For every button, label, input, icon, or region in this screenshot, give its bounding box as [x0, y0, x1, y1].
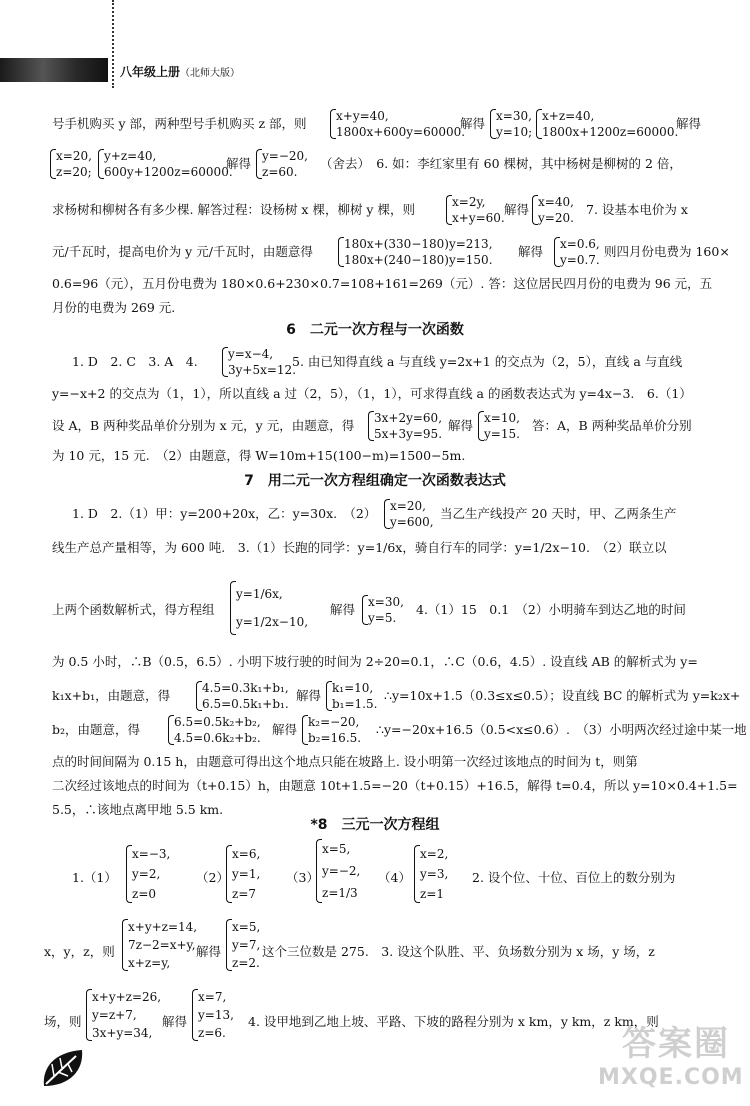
watermark-url: MXQE.COM [598, 1065, 744, 1090]
section-6-title: 6 二元一次方程与一次函数 [286, 322, 464, 338]
s6-system-3: x=10, y=15. [484, 411, 520, 441]
s6-line2: y=−x+2 的交点为（1，1），所以直线 a 过（2，5），（1，1），可求得直线 a 的函数表达式为 y=4x−3. 6.（1） [52, 386, 692, 401]
s8-line3c: 4. 设甲地到乙地上坡、平路、下坡的路程分别为 x km，y km，z km，则 [248, 1014, 659, 1029]
s8-line1b: （2） [196, 870, 229, 885]
s6-line1a: 1. D 2. C 3. A 4. [72, 354, 198, 369]
s8-system-1: x=−3, y=2, z=0 [132, 844, 170, 904]
s7-system-7: k₂=−20, b₂=16.5. [308, 715, 362, 745]
s8-system-6: x=5, y=7, z=2. [232, 920, 261, 970]
s7-system-1: x=20, y=600, [390, 499, 434, 529]
header-decoration-bar [0, 58, 108, 82]
s8-line1a: 1.（1） [72, 870, 117, 885]
s7-line2: 线生产总产量相等，为 600 吨. 3.（1）长跑的同学：y=1/6x，骑自行车的同学：y=1/2x−10. （2）联立以 [52, 540, 667, 555]
s7-line3a: 上两个函数解析式，得方程组 [52, 602, 215, 617]
s8-system-7: x+y+z=26, y=z+7, 3x+y=34, [92, 990, 162, 1040]
s5-line5: 0.6=96（元），五月份电费为 180×0.6+230×0.7=108+161=269（元）. 答：这位居民四月份的电费为 96 元，五 [52, 276, 713, 291]
s5-line3a: 求杨树和柳树各有多少棵. 解答过程：设杨树 x 棵，柳树 y 棵，则 [52, 202, 415, 217]
s5-system-7: x=2y, x+y=60. [452, 195, 505, 225]
header-title: 八年级上册 [120, 65, 181, 79]
s6-line3c: 答：A，B 两种奖品单价分别 [532, 418, 692, 433]
s8-solve-1: 解得 [196, 944, 222, 959]
s5-system-1: x+y=40, 1800x+600y=60000. [336, 109, 466, 139]
s7-line9: 5.5，∴该地点离甲地 5.5 km. [52, 802, 224, 817]
s5-line4c: 则四月份电费为 160× [604, 244, 730, 259]
s7-system-6: 6.5=0.5k₂+b₂, 4.5=0.6k₂+b₂. [174, 715, 261, 745]
s5-line4a: 元/千瓦时，提高电价为 y 元/千瓦时，由题意得 [52, 244, 313, 259]
s7-line5c: ∴y=10x+1.5（0.3≤x≤0.5）；设直线 BC 的解析式为 y=k₂x+ [384, 688, 741, 703]
s7-line1b: 当乙生产线投产 20 天时，甲、乙两条生产 [440, 506, 677, 521]
s7-line8: 二次经过该地点的时间为（t+0.15）h，由题意 10t+1.5=−20（t+0.15）+16.5，解得 t=0.4，所以 y=10×0.4+1.5= [52, 778, 738, 793]
s8-system-8: x=7, y=13, z=6. [198, 990, 234, 1040]
s5-system-8: x=40, y=20. [538, 195, 574, 225]
s5-system-6: y=−20, z=60. [262, 149, 308, 179]
s7-line5a: k₁x+b₁，由题意，得 [52, 688, 171, 703]
s6-line3a: 设 A，B 两种奖品单价分别为 x 元，y 元，由题意，得 [52, 418, 355, 433]
s7-system-5: k₁=10, b₁=1.5. [332, 681, 378, 711]
s7-solve-2: 解得 [296, 688, 322, 703]
s5-solve-2: 解得 [676, 116, 702, 131]
s8-line1d: （4） [378, 870, 411, 885]
s5-solve-5: 解得 [518, 244, 544, 259]
page-header [120, 63, 240, 80]
s7-system-2: y=1/6x, y=1/2x−10, [236, 580, 308, 636]
s6-system-1: y=x−4, 3y+5x=12. [228, 347, 297, 377]
s8-system-3: x=5, y=−2, z=1/3 [322, 838, 360, 904]
header-divider [112, 0, 114, 88]
s5-system-3: x+z=40, 1800x+1200z=60000. [542, 109, 679, 139]
s6-line4: 为 10 元，15 元. （2）由题意，得 W=10m+15(100−m)=1500−5m. [52, 448, 466, 463]
s5-line2b: （舍去） 6. 如：李红家里有 60 棵树，其中杨树是柳树的 2 倍， [320, 156, 682, 171]
s6-line1b: 5. 由已知得直线 a 与直线 y=2x+1 的交点为（2，5），直线 a 与直线 [292, 354, 683, 369]
s8-system-4: x=2, y=3, z=1 [420, 844, 448, 904]
watermark-logo-text: 答案圈 [622, 1024, 730, 1064]
s5-system-5: y+z=40, 600y+1200z=60000. [104, 149, 233, 179]
s8-line2a: x，y，z，则 [44, 944, 115, 959]
s5-solve-1: 解得 [460, 116, 486, 131]
s7-line4: 为 0.5 小时，∴B（0.5，6.5）. 小明下坡行驶的时间为 2÷20=0.1，∴C（0.6，4.5）. 设直线 AB 的解析式为 y= [52, 654, 698, 669]
s8-line1e: 2. 设个位、十位、百位上的数分别为 [472, 870, 676, 885]
s5-line6: 月份的电费为 269 元. [52, 300, 176, 315]
s7-line6a: b₂，由题意，得 [52, 722, 141, 737]
s8-system-2: x=6, y=1, z=7 [232, 844, 260, 904]
s7-system-4: 4.5=0.3k₁+b₁, 6.5=0.5k₁+b₁. [202, 681, 289, 711]
s7-line1a: 1. D 2.（1）甲：y=200+20x，乙：y=30x. （2） [72, 506, 377, 521]
s7-solve-3: 解得 [272, 722, 298, 737]
s8-line1c: （3） [286, 870, 319, 885]
watermark [598, 1016, 744, 1090]
leaf-icon [40, 1046, 88, 1090]
s8-solve-2: 解得 [162, 1014, 188, 1029]
s5-system-4: x=20, z=20; [56, 149, 92, 179]
s5-system-10: x=0.6, y=0.7. [560, 237, 600, 267]
s5-system-9: 180x+(330−180)y=213, 180x+(240−180)y=150. [344, 237, 493, 267]
s7-line7: 点的时间间隔为 0.15 h，由题意可得出这个地点只能在坡路上. 设小明第一次经过该地点的时间为 t，则第 [52, 754, 638, 769]
s7-system-3: x=30, y=5. [368, 595, 404, 625]
section-7-title: 7 用二元一次方程组确定一次函数表达式 [244, 473, 506, 489]
s6-system-2: 3x+2y=60, 5x+3y=95. [374, 411, 443, 441]
s5-system-2: x=30, y=10; [496, 109, 533, 139]
s6-solve-1: 解得 [448, 418, 474, 433]
header-subtitle: （北师大版） [180, 68, 241, 79]
s7-line3c: 4.（1）15 0.1 （2）小明骑车到达乙地的时间 [416, 602, 686, 617]
s8-line3a: 场，则 [44, 1014, 82, 1029]
s7-solve-1: 解得 [330, 602, 356, 617]
s7-line6c: ∴y=−20x+16.5（0.5<x≤0.6）. （3）小明两次经过途中某一地 [376, 722, 747, 737]
s8-line2c: 这个三位数是 275. 3. 设这个队胜、平、负场数分别为 x 场，y 场，z [262, 944, 655, 959]
s5-solve-3: 解得 [226, 156, 252, 171]
section-8-title: *8 三元一次方程组 [310, 817, 440, 833]
s5-line3c: 7. 设基本电价为 x [586, 202, 688, 217]
s5-line1a: 号手机购买 y 部，两种型号手机购买 z 部，则 [52, 116, 307, 131]
s5-solve-4: 解得 [504, 202, 530, 217]
s8-system-5: x+y+z=14, 7z−2=x+y, x+z=y, [128, 920, 198, 970]
